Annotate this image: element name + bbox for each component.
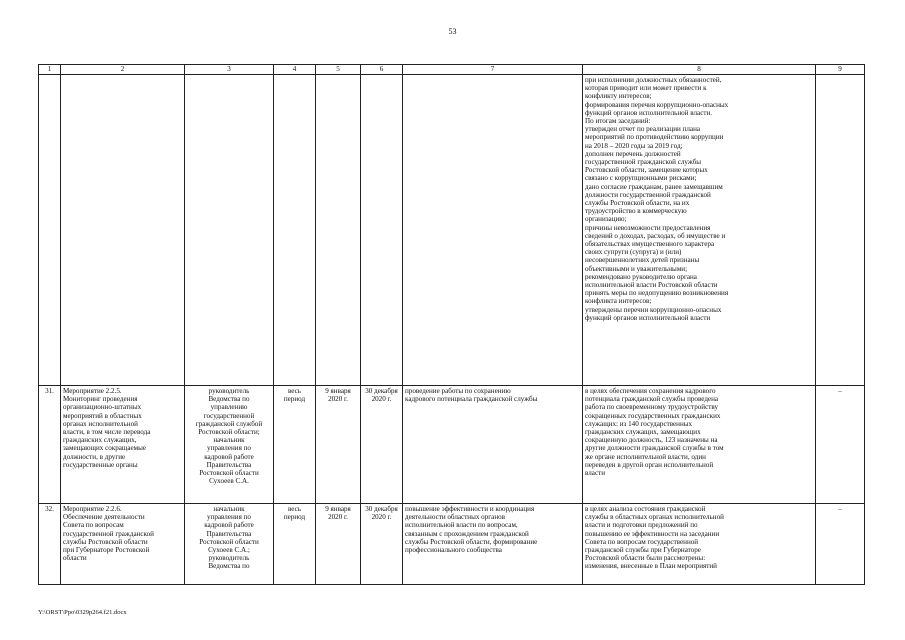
row-number: 32. [39,504,61,585]
expected-result: проведение работы по сохранению кадрового потенциала гражданской службы [403,386,583,504]
expected-result: повышение эффективности и координация деятельности областных органов исполнительной власти по вопросам, связанным с прохождением гражданской службы Ростовской области, формирование профессионального сообщества [403,504,583,585]
actual-result: в целях обеспечения сохранения кадрового потенциала гражданской службы проведена работа по своевременному трудоустройству сокращенных государственных гражданских служащих: из 140 государственных гражданских служащих, замещающих сокращенную должность, 123 назначены на другие должности гражданской службы в том же органе исполнительной власти, один переведен в другой орган исполнительной власти [583,386,816,504]
table-row [39,386,865,504]
expected-result [403,75,583,386]
start-date [316,75,361,386]
column-header: 9 [816,65,865,75]
file-path-footer: Y:\ORST\Ppo\0329p264.f21.docx [38,609,127,616]
row-number: 31. [39,386,61,504]
table-row [39,75,865,386]
column-header: 4 [274,65,316,75]
column-header: 1 [39,65,61,75]
table-row [39,504,865,585]
actual-result: при исполнении должностных обязанностей, которая приводит или может привести к конфликту интересов; формирования перечня коррупционно-опасных функций органов исполнительной власти. По итогам заседаний: утвержден отчет по реализации плана мероприятий по противодействию коррупции на 2018 – 2020 годы за 2019 год; дополнен перечень должностей государственной гражданской службы Ростовской области, замещение которых связано с коррупционными рисками; дано согласие гражданам, ранее замещавшим должности государственной гражданской службы Ростовской области, на их трудоустройство в коммерческую организацию; причины невозможности предоставления сведений о доходах, расходах, об имуществе и обязательствах имущественного характера своих супруги (супруга) и (или) несовершеннолетних детей признаны объективными и уважительными; рекомендовано руководителю органа исполнительной власти Ростовской области принять меры по недопущению возникновения конфликта интересов; утверждены перечни коррупционно-опасных функций органов исполнительной власти [583,75,816,386]
period [274,75,316,386]
event-name [61,75,185,386]
row-number [39,75,61,386]
responsible [185,75,274,386]
event-name: Мероприятие 2.2.6. Обеспечение деятельности Совета по вопросам государственной гражданской службы Ростовской области при Губернаторе Ростовской области [61,504,185,585]
column-header: 3 [185,65,274,75]
column-header: 2 [61,65,185,75]
start-date: 9 января 2020 г. [316,386,361,504]
end-date [361,75,403,386]
actual-result: в целях анализа состояния гражданской службы в областных органах исполнительной власти и подготовки предложений по повышению ее эффективности на заседании Совета по вопросам государственной гражданской службы при Губернаторе Ростовской области были рассмотрены: изменения, внесенные в План мероприятий [583,504,816,585]
event-name: Мероприятие 2.2.5. Мониторинг проведения организационно-штатных мероприятий в областных органах исполнительной власти, в том числе перевода гражданских служащих, замещающих сокращаемые должности, в другие государственные органы [61,386,185,504]
period: весь период [274,386,316,504]
column-header: 7 [403,65,583,75]
column-header: 5 [316,65,361,75]
responsible: начальник управления по кадровой работе Правительства Ростовской области Сухоеев С.А.; руководитель Ведомства по [185,504,274,585]
period: весь период [274,504,316,585]
note: – [816,386,865,504]
start-date: 9 января 2020 г. [316,504,361,585]
note: – [816,504,865,585]
events-table [38,64,865,585]
note [816,75,865,386]
page-number: 53 [448,27,457,36]
column-header: 6 [361,65,403,75]
column-number-row [39,65,865,75]
responsible: руководитель Ведомства по управлению государственной гражданской службой Ростовской области; начальник управления по кадровой работе Правительства Ростовской области Сухоеев С.А. [185,386,274,504]
column-header: 8 [583,65,816,75]
end-date: 30 декабря 2020 г. [361,504,403,585]
end-date: 30 декабря 2020 г. [361,386,403,504]
